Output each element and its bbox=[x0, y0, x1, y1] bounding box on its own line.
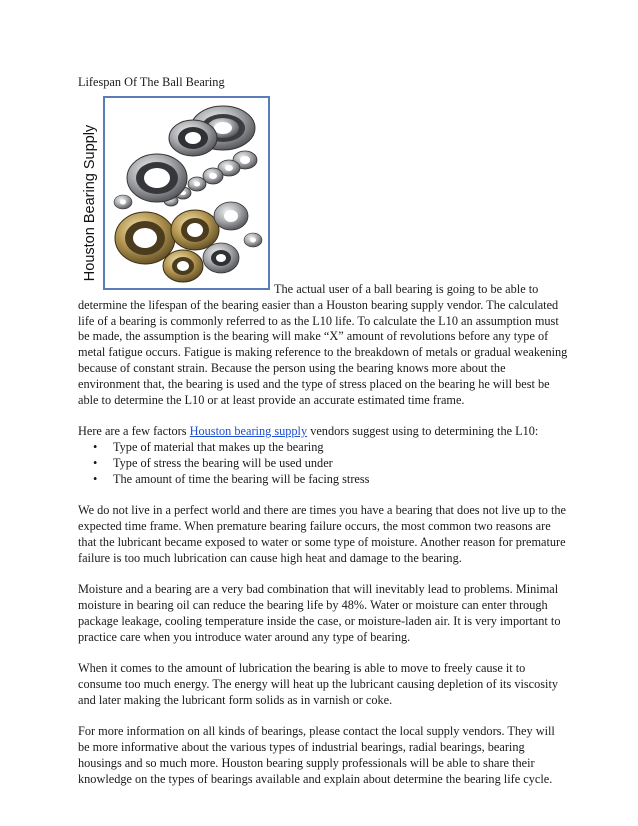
paragraph-contact: For more information on all kinds of bearings, please contact the local supply vendors. They will be more informative about the various types of industrial bearings, radial bearings, bearing housings and so much more. Houston bearing supply professionals will be able to share their knowledge on the types of bearings available and explain about determine the bearing life cycle. bbox=[78, 724, 555, 786]
ball-bearing-front bbox=[203, 243, 239, 273]
paragraph-factors-before: Here are a few factors bbox=[78, 424, 190, 439]
tapered-bearing-medium bbox=[169, 120, 217, 156]
list-item-text: Type of material that makes up the bearing bbox=[113, 439, 324, 454]
figure-caption-text: Houston Bearing Supply bbox=[82, 124, 98, 281]
paragraph-factors-after: vendors suggest using to determining the L10: bbox=[307, 424, 539, 439]
houston-bearing-supply-link[interactable]: Houston bearing supply bbox=[189, 424, 308, 439]
bearings-illustration bbox=[105, 98, 268, 288]
needle-bearing-large bbox=[115, 212, 175, 264]
bullet-icon: • bbox=[93, 439, 98, 454]
paragraph-lubrication: When it comes to the amount of lubrication the bearing is able to move to freely cause it to consume too much energy. The energy will heat up the lubricant causing depletion of its viscosity and later making the lubricant form solids as in varnish or coke. bbox=[78, 661, 559, 707]
list-item-text: The amount of time the bearing will be facing stress bbox=[113, 471, 370, 486]
bullet-icon: • bbox=[93, 471, 98, 486]
factor-list bbox=[78, 440, 568, 487]
paragraph-factors bbox=[78, 424, 568, 440]
needle-bearing-medium bbox=[171, 210, 219, 250]
figure-caption bbox=[78, 120, 102, 285]
paragraph-intro-lead: The actual user of a ball bearing is going to be able to bbox=[274, 282, 539, 296]
list-item-text: Type of stress the bearing will be used under bbox=[113, 455, 333, 470]
page-title: Lifespan Of The Ball Bearing bbox=[78, 75, 225, 89]
paragraph-intro-rest: determine the lifespan of the bearing easier than a Houston bearing supply vendor. The calculated life of a bearing is commonly referred to as the L10 life. To calculate the L10 an assumption must be made, the assumption is the bearing will make “X” amount of revolutions before any type of metal fatigue occurs. Fatigue is making reference to the breakdown of metals or gradual weakening because of constant strain. Because the person using the bearing knows more about the environment that, the bearing is used and the type of stress placed on the bearing he will best be able to determine the L10 or at least provide an accurate estimated time frame. bbox=[78, 297, 568, 407]
list-item bbox=[78, 440, 568, 456]
needle-bearing-front bbox=[163, 250, 203, 282]
bearings-photo bbox=[103, 96, 270, 290]
paragraph-intro bbox=[78, 282, 568, 408]
article-body bbox=[78, 282, 568, 803]
ball-bearing-small bbox=[214, 202, 248, 230]
bullet-icon: • bbox=[93, 455, 98, 470]
paragraph-moisture: Moisture and a bearing are a very bad combination that will inevitably lead to problems. Minimal moisture in bearing oil can reduce the bearing life by 48%. Water or moisture can enter through package leakage, cooling temperature inside the case, or moisture-laden air. It is very important to practice care when you introduce water around any type of bearing. bbox=[78, 582, 561, 644]
list-item bbox=[78, 456, 568, 472]
cylindrical-bearing-large bbox=[127, 154, 187, 202]
paragraph-failure: We do not live in a perfect world and there are times you have a bearing that does not live up to the expected time frame. When premature bearing failure occurs, the most common two reasons are that the lubricant became exposed to water or some type of moisture. Another reason for premature failure is too much lubrication can cause high heat and damage to the bearing. bbox=[78, 503, 566, 565]
list-item bbox=[78, 472, 568, 488]
